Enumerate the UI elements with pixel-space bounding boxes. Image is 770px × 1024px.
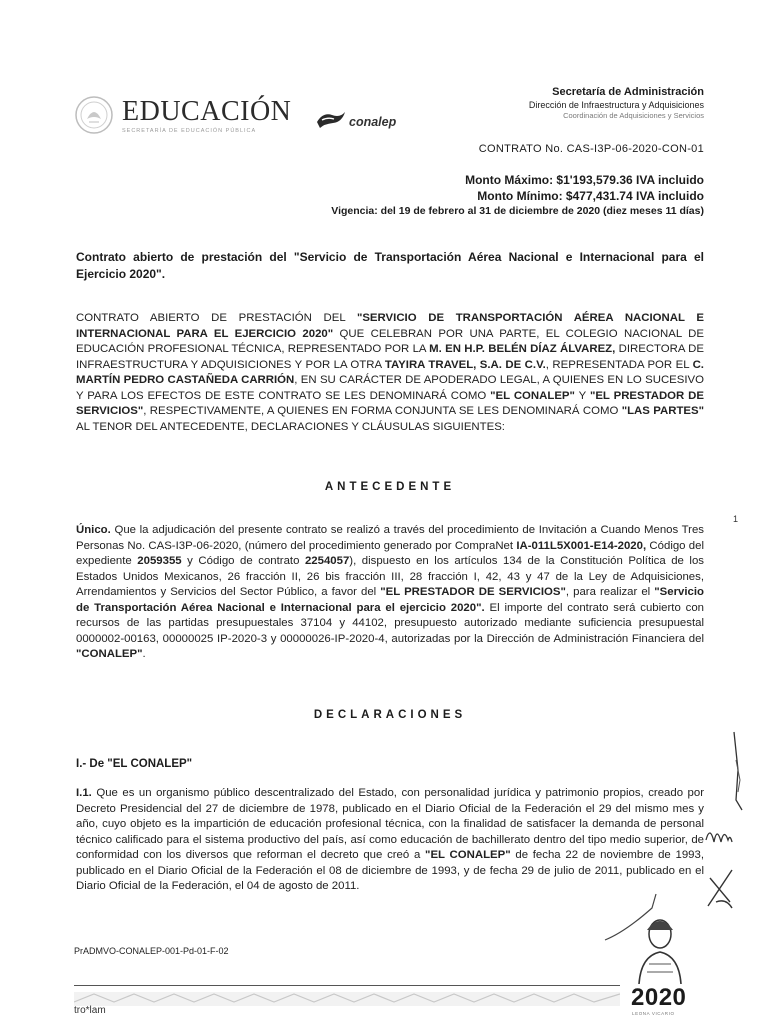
antecedente-bold: 2059355 (137, 555, 182, 567)
vigencia: Vigencia: del 19 de febrero al 31 de diciembre de 2020 (diez meses 11 días) (331, 205, 704, 217)
declaracion-i1-paragraph (76, 786, 704, 895)
secretaria-line: Secretaría de Administración (552, 86, 704, 98)
antecedente-bold: IA-011L5X001-E14-2020, (516, 539, 647, 552)
declaraciones-heading: DECLARACIONES (313, 709, 467, 721)
intro-bold: "EL CONALEP" (490, 389, 575, 402)
intro-bold: "EL PRESTADOR DE SERVICIOS" (76, 389, 705, 417)
intro-bold: "LAS PARTES" (621, 405, 704, 417)
intro-text: , EN SU CARÁCTER DE APODERADO LEGAL, A QUIENES EN LO SUCESIVO Y PARA LOS EFECTOS DE ESTE CONTRATO SE LES DENOMINARÁ COMO (76, 374, 704, 402)
declaracion-bold: "EL CONALEP" (425, 849, 511, 861)
intro-text: AL TENOR DEL ANTECEDENTE, DECLARACIONES Y CLÁUSULAS SIGUIENTES: (76, 420, 505, 433)
antecedente-text: Código del expediente (76, 539, 704, 567)
antecedente-heading: ANTECEDENTE (324, 481, 456, 493)
intro-bold: TAYIRA TRAVEL, S.A. DE C.V. (384, 358, 546, 371)
intro-bold: "SERVICIO DE TRANSPORTACIÓN AÉREA NACIONAL E INTERNACIONAL PARA EL EJERCICIO 2020" (76, 312, 704, 340)
footer-document-code: PrADMVO-CONALEP-001-Pd-01-F-02 (74, 946, 229, 956)
antecedente-paragraph (76, 523, 704, 663)
conalep-logo-text: conalep (349, 115, 397, 129)
intro-text: DIRECTORA DE INFRAESTRUCTURA Y ADQUISICIONES Y POR LA OTRA (76, 343, 704, 371)
footer-decorative-band (74, 992, 620, 1006)
coordinacion-line: Coordinación de Adquisiciones y Servicios (563, 111, 704, 120)
antecedente-bold: "EL PRESTADOR DE SERVICIOS" (380, 586, 566, 598)
educacion-logo-text: EDUCACIÓN (122, 96, 292, 127)
educacion-logo-subtitle: SECRETARÍA DE EDUCACIÓN PÚBLICA (122, 128, 257, 134)
intro-paragraph (76, 311, 704, 435)
direccion-line: Dirección de Infraestructura y Adquisiciones (528, 99, 704, 110)
antecedente-text: El importe del contrato será cubierto con recursos de las partidas presupuestales 37104 y 44102, presupuesto autorizado mediante suficiencia presupuestal 0000002-00163, 00000025 IP-2020-3 y 00000026-IP-2020-4, autorizadas por la Dirección de Administración Financiera del (76, 601, 704, 645)
footer-year-subtitle: LEONA VICARIO (632, 1011, 675, 1016)
declaracion-text: de fecha 22 de noviembre de 1993, publicado en el Diario Oficial de la Federación el 08 de diciembre de 1993, y de fecha 29 de julio de 2011, publicado en el Diario Oficial de la Federación, el 04 de agosto de 2011. (76, 849, 704, 892)
mexico-seal-icon (74, 95, 114, 135)
monto-maximo: Monto Máximo: $1'193,579.36 IVA incluido (465, 173, 704, 187)
footer-divider (74, 985, 620, 986)
declaracion-bold: I.1. (76, 787, 92, 799)
intro-bold: C. MARTÍN PEDRO CASTAÑEDA CARRIÓN (76, 358, 704, 386)
footer-stamp-text: tro*lam (74, 1005, 106, 1016)
page-number: 1 (733, 514, 739, 524)
antecedente-text: , para realizar el (565, 586, 655, 598)
intro-text: , RESPECTIVAMENTE, A QUIENES EN FORMA CONJUNTA SE LES DENOMINARÁ COMO (143, 405, 622, 417)
antecedente-bold: 2254057 (304, 555, 350, 567)
header-agency-block (529, 86, 704, 120)
intro-text: , REPRESENTADA POR EL (545, 358, 693, 371)
contract-number: CONTRATO No. CAS-I3P-06-2020-CON-01 (478, 143, 704, 155)
antecedente-bold: "Servicio de Transportación Aérea Nacional e Internacional para el ejercicio 2020". (76, 586, 704, 614)
conalep-logo-icon (314, 108, 348, 130)
intro-text: Y (574, 389, 590, 402)
antecedente-text: . (142, 648, 146, 660)
antecedente-text: ), dispuesto en los artículos 134 de la Constitución Política de los Estados Unidos Mexicanos, 26 fracción II, 26 bis fracción III, 28 fracción I, 42, 43 y 47 de la Ley de Adquisiciones, Arrendamientos y Servicios del Sector Público, a favor del (76, 555, 704, 598)
footer-year: 2020 (631, 984, 687, 1011)
antecedente-text: y Código de contrato (181, 555, 305, 567)
intro-bold: M. EN H.P. BELÉN DÍAZ ÁLVAREZ, (429, 343, 616, 355)
antecedente-bold: Único. (76, 524, 111, 536)
antecedente-text: Que la adjudicación del presente contrato se realizó a través del procedimiento de Invitación a Cuando Menos Tres Personas No. CAS-I3P-06-2020, (número del procedimiento generado por CompraNet (76, 524, 704, 552)
monto-minimo: Monto Mínimo: $477,431.74 IVA incluido (477, 189, 704, 203)
leona-vicario-portrait-icon (627, 912, 693, 984)
handwritten-initials-signature (692, 730, 762, 930)
antecedente-bold: "CONALEP" (76, 648, 143, 660)
section-i-heading: I.- De "EL CONALEP" (76, 758, 193, 770)
document-title: Contrato abierto de prestación del "Servicio de Transportación Aérea Nacional e Internacional para el Ejercicio 2020". (76, 250, 704, 281)
declaracion-text: Que es un organismo público descentralizado del Estado, con personalidad jurídica y patrimonio propios, creado por Decreto Presidencial del 27 de diciembre de 1978, publicado en el Diario Oficial de la Federación el 29 del mismo mes y año, cuyo objeto es la impartición de educación profesional técnica, con la finalidad de satisfacer la demanda de personal técnico calificado para el sistema productivo del país, así como educación de bachillerato dentro del tipo medio superior, de conformidad con los diversos que reforman el decreto que creó a (76, 787, 704, 861)
intro-text: CONTRATO ABIERTO DE PRESTACIÓN DEL (76, 312, 357, 324)
intro-text: QUE CELEBRAN POR UNA PARTE, EL COLEGIO NACIONAL DE EDUCACIÓN PROFESIONAL TÉCNICA, REPRESENTADO POR LA (76, 327, 704, 355)
